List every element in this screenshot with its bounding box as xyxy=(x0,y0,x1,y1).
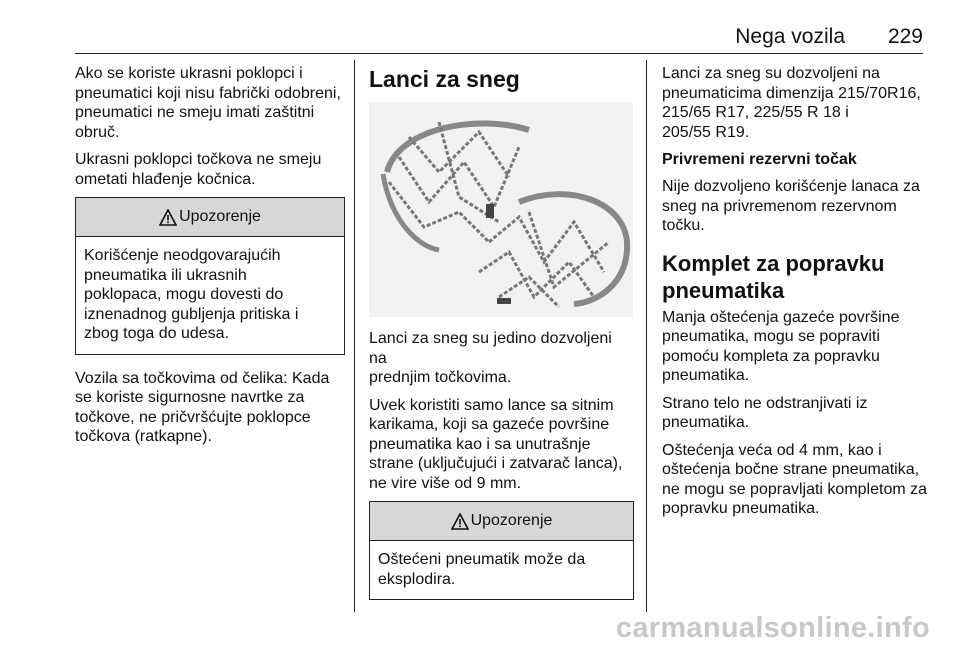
paragraph: Manja oštećenja gazeće površine pneumatika, mogu se popraviti pomoću kompleta za popravku pneumatika. xyxy=(662,308,900,384)
column-right xyxy=(662,64,932,527)
column-left xyxy=(75,64,345,455)
column-divider xyxy=(646,60,647,612)
paragraph: Uvek koristiti samo lance sa sitnim karikama, koji sa gazeće površine pneumatika kao i sa unutrašnje strane (uključujući i zatvarač lanca), ne vire više od 9 mm. xyxy=(369,396,623,492)
heading-temporary-spare: Privremeni rezervni točak xyxy=(662,151,857,168)
warning-box xyxy=(75,197,345,355)
warning-title: Upozorenje xyxy=(470,512,553,530)
warning-triangle-icon xyxy=(159,209,177,226)
warning-body: Korišćenje neodgovarajućih pneumatika ili ukrasnih poklopaca, mogu dovesti do iznenadnog gubljenja pritiska i zbog toga do udesa. xyxy=(84,247,299,342)
paragraph: Nije dozvoljeno korišćenje lanaca za sneg na privremenom rezervnom točku. xyxy=(662,178,920,234)
warning-title: Upozorenje xyxy=(179,208,261,226)
section-title: Nega vozila xyxy=(735,25,845,48)
paragraph: Lanci za sneg su jedino dozvoljeni na prednjim točkovima. xyxy=(369,330,612,386)
heading-repair-kit: Komplet za popravku pneumatika xyxy=(662,250,885,303)
warning-header xyxy=(76,198,344,237)
warning-box xyxy=(369,501,634,600)
warning-triangle-icon xyxy=(451,513,469,530)
paragraph: Ako se koriste ukrasni poklopci i pneumatici koji nisu fabrički odobreni, pneumatici ne smeju imati zaštitni obruč. xyxy=(75,65,341,141)
watermark: carmanualsonline.info xyxy=(615,612,930,644)
paragraph: Lanci za sneg su dozvoljeni na pneumaticima dimenzija 215/70R16, 215/65 R17, 225/55 R 18 i 205/55 R19. xyxy=(662,65,921,141)
paragraph: Ukrasni poklopci točkova ne smeju ometati hlađenje kočnica. xyxy=(75,151,322,188)
snow-chains-illustration xyxy=(369,102,633,317)
page-header xyxy=(75,25,923,54)
paragraph: Strano telo ne odstranjivati iz pneumatika. xyxy=(662,394,868,431)
heading-snow-chains: Lanci za sneg xyxy=(369,66,520,92)
paragraph: Oštećenja veća od 4 mm, kao i oštećenja bočne strane pneumatika, ne mogu se popravljati kompletom za popravku pneumatika. xyxy=(662,441,928,517)
warning-header xyxy=(370,502,633,541)
column-divider xyxy=(354,60,355,612)
page-number: 229 xyxy=(887,25,923,48)
paragraph: Vozila sa točkovima od čelika: Kada se koriste sigurnosne navrtke za točkove, ne pričvršćujte poklopce točkova (ratkapne). xyxy=(75,369,330,445)
warning-body: Oštećeni pneumatik može da eksplodira. xyxy=(378,551,586,588)
column-middle xyxy=(369,64,634,614)
